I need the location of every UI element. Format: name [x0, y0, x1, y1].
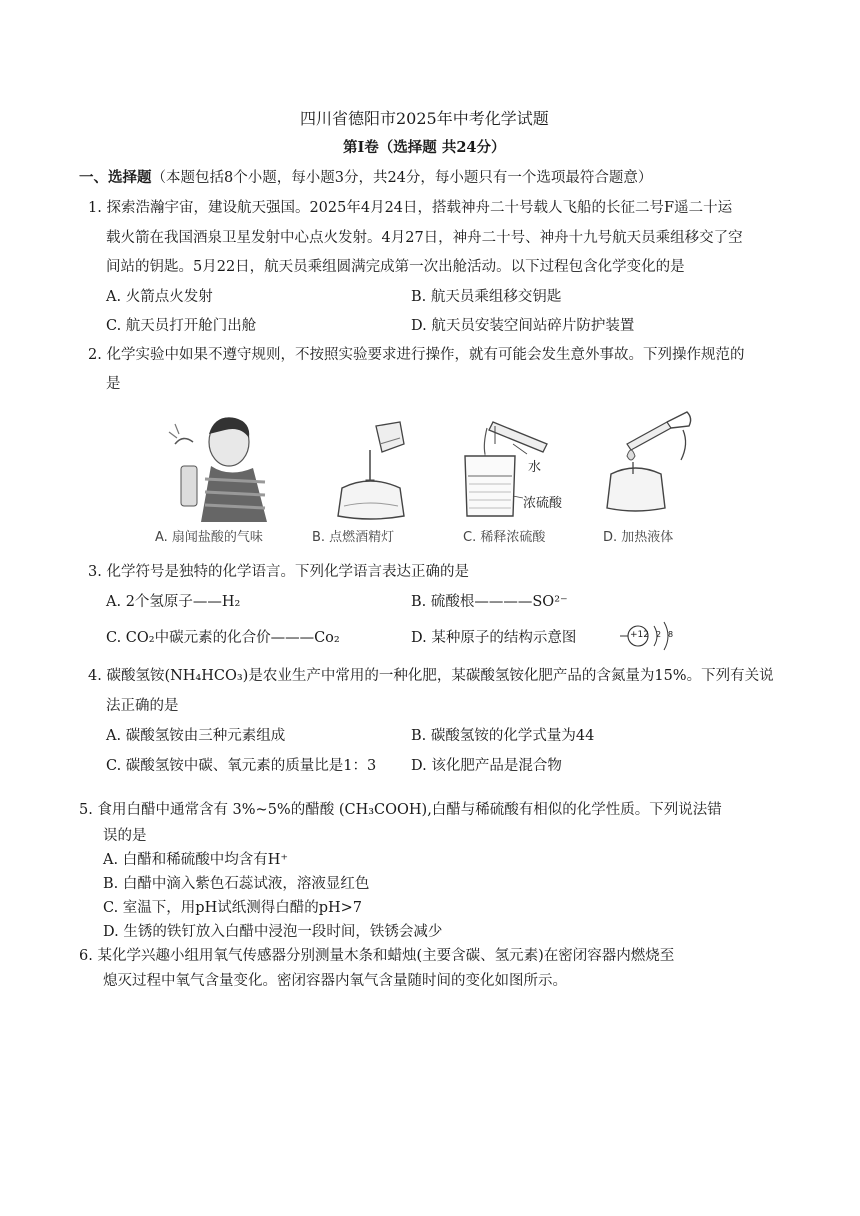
q5-option-d[interactable]: D. 生锈的铁钉放入白醋中浸泡一段时间，铁锈会减少	[103, 924, 443, 940]
q4-option-b[interactable]: B. 碳酸氢铵的化学式量为44	[411, 728, 595, 744]
person-fanning-illustration	[155, 404, 275, 522]
q3-option-a[interactable]: A. 2个氢原子——H₂	[106, 594, 241, 610]
q5-option-b[interactable]: B. 白醋中滴入紫色石蕊试液，溶液显红色	[103, 876, 370, 892]
q2-caption-d: D. 加热液体	[603, 530, 674, 545]
q2-caption-a: A. 扇闻盐酸的气味	[155, 530, 263, 545]
q1-stem-line: 载火箭在我国酒泉卫星发射中心点火发射。4月27日，神舟二十号、神舟十九号航天员乘组移交了空	[106, 230, 743, 246]
q3-option-d[interactable]: D. 某种原子的结构示意图	[411, 630, 577, 646]
q2-figure-d[interactable]	[597, 404, 707, 544]
section-heading	[79, 168, 652, 188]
q3-option-c[interactable]: C. CO₂中碳元素的化合价———Co₂	[106, 630, 340, 646]
atom-structure-diagram	[620, 620, 680, 652]
q5-option-a[interactable]: A. 白醋和稀硫酸中均含有H⁺	[103, 852, 288, 868]
q2-caption-c: C. 稀释浓硫酸	[463, 530, 546, 545]
q1-option-d[interactable]: D. 航天员安装空间站碎片防护装置	[411, 318, 635, 334]
q4-option-d[interactable]: D. 该化肥产品是混合物	[411, 758, 562, 774]
q2-figure-c[interactable]	[455, 404, 575, 544]
q5-option-c[interactable]: C. 室温下，用pH试纸测得白醋的pH>7	[103, 900, 363, 916]
alcohol-lamp-illustration	[308, 404, 428, 522]
q4-stem-line: 4. 碳酸氢铵(NH₄HCO₃)是农业生产中常用的一种化肥，某碳酸氢铵化肥产品的含氮量为15%。下列有关说	[88, 668, 774, 684]
q2-stem-line: 2. 化学实验中如果不遵守规则，不按照实验要求进行操作，就有可能会发生意外事故。下列操作规范的	[88, 347, 745, 363]
test-tube-heating-illustration	[597, 404, 707, 522]
q3-option-b[interactable]: B. 硫酸根————SO²⁻	[411, 594, 568, 610]
q2-caption-b: B. 点燃酒精灯	[312, 530, 395, 545]
q3-stem: 3. 化学符号是独特的化学语言。下列化学语言表达正确的是	[88, 564, 469, 580]
q2-figure-a[interactable]	[155, 404, 275, 544]
part-heading: 第Ⅰ卷（选择题 共24分）	[343, 139, 506, 156]
atom-shell-2: 8	[668, 630, 674, 639]
q4-option-a[interactable]: A. 碳酸氢铵由三种元素组成	[106, 728, 286, 744]
q2-label-acid: 浓硫酸	[523, 496, 563, 511]
atom-nucleus-charge: +12	[630, 630, 649, 640]
q5-stem-line: 5. 食用白醋中通常含有 3%~5%的醋酸 (CH₃COOH),白醋与稀硫酸有相似的化学性质。下列说法错	[79, 802, 722, 818]
q4-option-c[interactable]: C. 碳酸氢铵中碳、氧元素的质量比是1：3	[106, 758, 377, 774]
q1-stem-line: 1. 探索浩瀚宇宙，建设航天强国。2025年4月24日，搭载神舟二十号载人飞船的长征二号F遥二十运	[88, 200, 733, 216]
q2-stem-line: 是	[106, 376, 121, 392]
q2-figure-b[interactable]	[308, 404, 428, 544]
q1-option-b[interactable]: B. 航天员乘组移交钥匙	[411, 289, 562, 305]
section-note: （本题包括8个小题，每小题3分，共24分，每小题只有一个选项最符合题意）	[151, 170, 653, 186]
q6-stem-line: 熄灭过程中氧气含量变化。密闭容器内氧气含量随时间的变化如图所示。	[103, 973, 567, 989]
q1-stem-line: 间站的钥匙。5月22日，航天员乘组圆满完成第一次出舱活动。以下过程包含化学变化的是	[106, 259, 685, 275]
q6-stem-line: 6. 某化学兴趣小组用氧气传感器分别测量木条和蜡烛(主要含碳、氢元素)在密闭容器内燃烧至	[79, 948, 675, 964]
section-label: 一、选择题	[79, 169, 152, 186]
exam-title: 四川省德阳市2025年中考化学试题	[300, 109, 549, 128]
q1-option-a[interactable]: A. 火箭点火发射	[106, 289, 213, 305]
atom-shell-1: 2	[656, 630, 662, 639]
q2-label-water: 水	[528, 460, 542, 475]
q4-stem-line: 法正确的是	[106, 698, 179, 714]
q5-stem-line: 误的是	[103, 828, 147, 844]
q1-option-c[interactable]: C. 航天员打开舱门出舱	[106, 318, 257, 334]
